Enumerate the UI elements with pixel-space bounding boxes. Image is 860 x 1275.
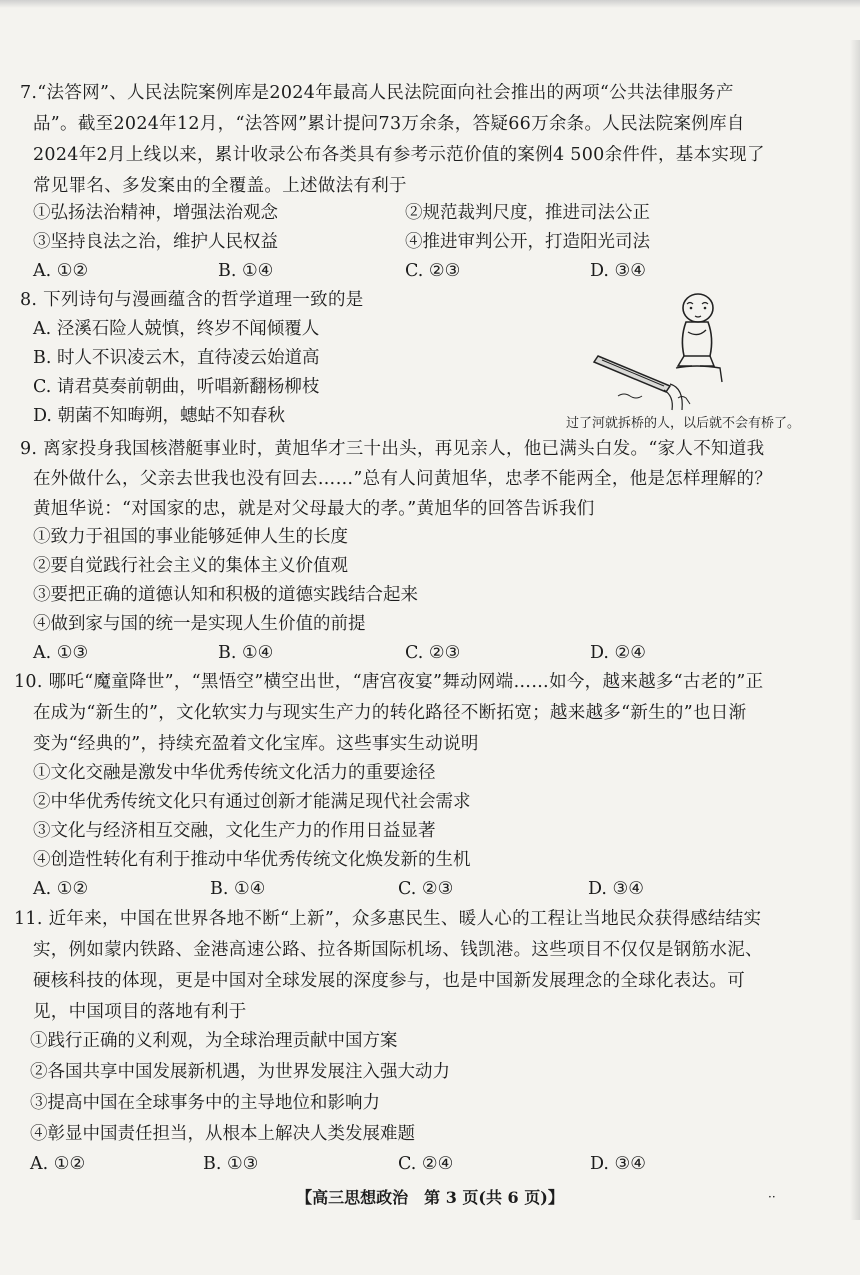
q7-line-3: 2024年2月上线以来，累计收录公布各类具有参考示范价值的案例4 500余件件，基本实现了 bbox=[33, 145, 765, 165]
q10-choice-a: A. ①② bbox=[33, 879, 89, 899]
q7-line-2: 品”。截至2024年12月，“法答网”累计提问73万余条，答疑66万余条。人民法院案例库自 bbox=[33, 114, 745, 134]
q7-choice-c: C. ②③ bbox=[405, 261, 461, 281]
q10-item-1: ①文化交融是激发中华优秀传统文化活力的重要途径 bbox=[33, 763, 436, 783]
q9-line-1: 9. 离家投身我国核潜艇事业时，黄旭华才三十出头，再见亲人，他已满头白发。“家人不知道我 bbox=[20, 439, 765, 459]
q11-line-3: 硬核科技的体现，更是中国对全球发展的深度参与，也是中国新发展理念的全球化表达。可 bbox=[33, 971, 745, 991]
q7-choice-a: A. ①② bbox=[33, 261, 89, 281]
q11-line-2: 实，例如蒙内铁路、金港高速公路、拉各斯国际机场、钱凯港。这些项目不仅仅是钢筋水泥、 bbox=[33, 940, 763, 960]
q10-choice-b: B. ①④ bbox=[210, 879, 266, 899]
q11-choice-d: D. ③④ bbox=[590, 1154, 646, 1174]
q7-line-1: 7.“法答网”、人民法院案例库是2024年最高人民法院面向社会推出的两项“公共法律服务产 bbox=[20, 83, 734, 103]
q9-choice-a: A. ①③ bbox=[33, 643, 89, 663]
q10-line-1: 10. 哪吒“魔童降世”，“黑悟空”横空出世，“唐宫夜宴”舞动网端……如今，越来越多“古老的”正 bbox=[14, 672, 764, 692]
q9-item-1: ①致力于祖国的事业能够延伸人生的长度 bbox=[33, 527, 348, 547]
q10-line-2: 在成为“新生的”，文化软实力与现实生产力的转化路径不断拓宽；越来越多“新生的”也日渐 bbox=[33, 703, 747, 723]
q10-item-2: ②中华优秀传统文化只有通过创新才能满足现代社会需求 bbox=[33, 792, 471, 812]
q11-item-2: ②各国共享中国发展新机遇，为世界发展注入强大动力 bbox=[30, 1062, 450, 1082]
q11-line-1: 11. 近年来，中国在世界各地不断“上新”，众多惠民生、暖人心的工程让当地民众获得感结结实 bbox=[14, 909, 762, 929]
q11-choice-b: B. ①③ bbox=[203, 1154, 259, 1174]
q7-line-4: 常见罪名、多发案由的全覆盖。上述做法有利于 bbox=[33, 176, 407, 196]
q11-line-4: 见，中国项目的落地有利于 bbox=[33, 1002, 247, 1022]
q10-item-4: ④创造性转化有利于推动中华优秀传统文化焕发新的生机 bbox=[33, 850, 471, 870]
q10-choice-d: D. ③④ bbox=[588, 879, 644, 899]
q7-item-1: ①弘扬法治精神，增强法治观念 bbox=[33, 203, 278, 223]
q10-line-3: 变为“经典的”，持续充盈着文化宝库。这些事实生动说明 bbox=[33, 734, 479, 754]
q9-choice-d: D. ②④ bbox=[590, 643, 646, 663]
q10-choice-c: C. ②③ bbox=[398, 879, 454, 899]
footer-mark: ·· bbox=[768, 1190, 776, 1204]
q9-item-4: ④做到家与国的统一是实现人生价值的前提 bbox=[33, 614, 366, 634]
page-footer: 【高三思想政治 第 3 页(共 6 页)】 bbox=[296, 1188, 564, 1207]
q7-choice-b: B. ①④ bbox=[218, 261, 274, 281]
q9-choice-b: B. ①④ bbox=[218, 643, 274, 663]
q9-item-3: ③要把正确的道德认知和积极的道德实践结合起来 bbox=[33, 585, 418, 605]
q8-option-a: A. 泾溪石险人兢慎，终岁不闻倾覆人 bbox=[33, 319, 320, 339]
q7-choice-d: D. ③④ bbox=[590, 261, 646, 281]
q9-line-2: 在外做什么，父亲去世我也没有回去……”总有人问黄旭华，忠孝不能两全，他是怎样理解的？ bbox=[33, 469, 773, 489]
q11-choice-c: C. ②④ bbox=[398, 1154, 454, 1174]
q9-line-3: 黄旭华说：“对国家的忠，就是对父母最大的孝。”黄旭华的回答告诉我们 bbox=[33, 499, 595, 519]
q8-stem: 8. 下列诗句与漫画蕴含的哲学道理一致的是 bbox=[20, 290, 364, 310]
q9-choice-c: C. ②③ bbox=[405, 643, 461, 663]
scan-top-edge bbox=[0, 0, 860, 8]
q11-item-1: ①践行正确的义利观，为全球治理贡献中国方案 bbox=[30, 1031, 398, 1051]
q11-item-3: ③提高中国在全球事务中的主导地位和影响力 bbox=[30, 1093, 380, 1113]
q7-item-2: ②规范裁判尺度，推进司法公正 bbox=[405, 203, 650, 223]
q9-item-2: ②要自觉践行社会主义的集体主义价值观 bbox=[33, 556, 348, 576]
q7-item-4: ④推进审判公开，打造阳光司法 bbox=[405, 232, 650, 252]
q8-option-b: B. 时人不识凌云木，直待凌云始道高 bbox=[33, 348, 320, 368]
q10-item-3: ③文化与经济相互交融，文化生产力的作用日益显著 bbox=[33, 821, 436, 841]
bridge-cartoon-illustration bbox=[578, 286, 778, 414]
q7-item-3: ③坚持良法之治，维护人民权益 bbox=[33, 232, 278, 252]
q8-option-d: D. 朝菌不知晦朔，蟪蛄不知春秋 bbox=[33, 406, 286, 426]
q8-option-c: C. 请君莫奏前朝曲，听唱新翻杨柳枝 bbox=[33, 377, 320, 397]
scan-right-shadow bbox=[850, 40, 860, 1220]
q11-choice-a: A. ①② bbox=[30, 1154, 86, 1174]
q11-item-4: ④彰显中国责任担当，从根本上解决人类发展难题 bbox=[30, 1124, 415, 1144]
cartoon-caption: 过了河就拆桥的人，以后就不会有桥了。 bbox=[566, 416, 801, 431]
